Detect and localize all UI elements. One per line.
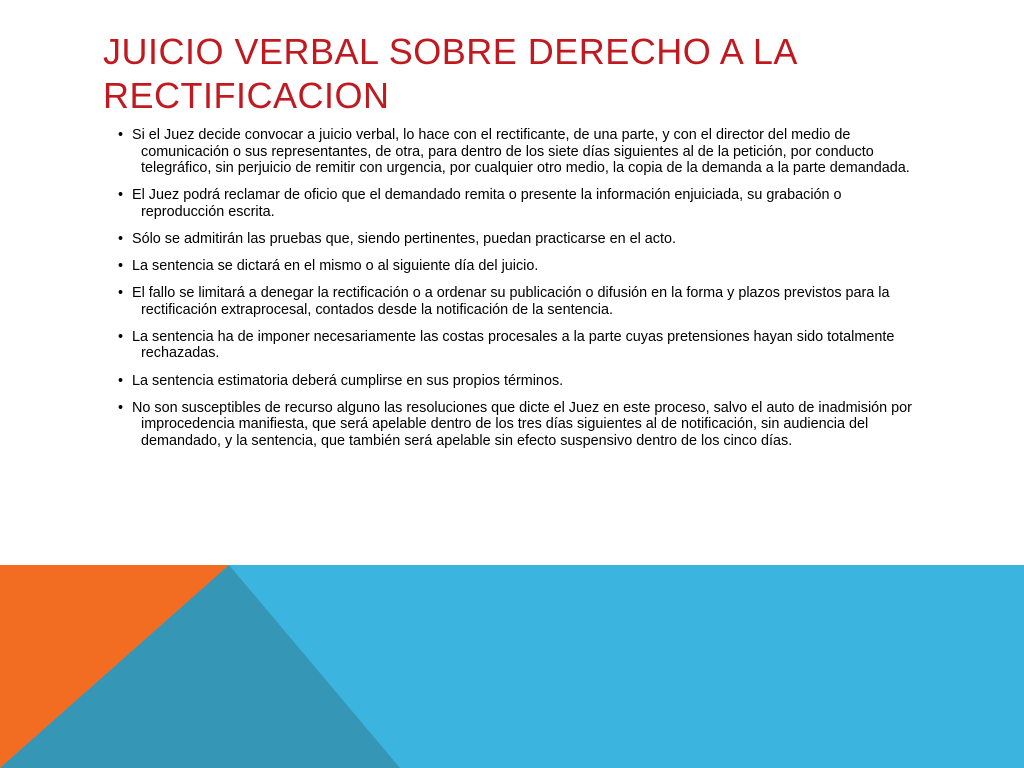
bullet-item: • La sentencia ha de imponer necesariamente las costas procesales a la parte cuyas pretensiones hayan sido totalmente rechazadas. (104, 329, 928, 362)
bullet-list (104, 127, 928, 460)
slide-title: JUICIO VERBAL SOBRE DERECHO A LA RECTIFICACION (103, 31, 796, 116)
decorative-footer-band (0, 565, 1024, 768)
bullet-item: • El Juez podrá reclamar de oficio que el demandado remita o presente la información enjuiciada, su grabación o reproducción escrita. (104, 187, 928, 220)
bullet-item: • La sentencia se dictará en el mismo o al siguiente día del juicio. (104, 258, 928, 275)
bullet-item: • Si el Juez decide convocar a juicio verbal, lo hace con el rectificante, de una parte, y con el director del medio de comunicación o sus representantes, de otra, para dentro de los siete días siguientes al de la petición, por conducto telegráfico, sin perjuicio de remitir con urgencia, por cualquier otro medio, la copia de la demanda a la parte demandada. (104, 127, 928, 177)
bullet-item: • La sentencia estimatoria deberá cumplirse en sus propios términos. (104, 373, 928, 390)
bullet-item: • Sólo se admitirán las pruebas que, siendo pertinentes, puedan practicarse en el acto. (104, 231, 928, 248)
bullet-item: • No son susceptibles de recurso alguno las resoluciones que dicte el Juez en este proceso, salvo el auto de inadmisión por improcedencia manifiesta, que será apelable dentro de los tres días siguientes al de notificación, sin audiencia del demandado, y la sentencia, que también será apelable sin efecto suspensivo dentro de los cinco días. (104, 400, 928, 450)
bullet-item: • El fallo se limitará a denegar la rectificación o a ordenar su publicación o difusión en la forma y plazos previstos para la rectificación extraprocesal, contados desde la notificación de la sentencia. (104, 285, 928, 318)
